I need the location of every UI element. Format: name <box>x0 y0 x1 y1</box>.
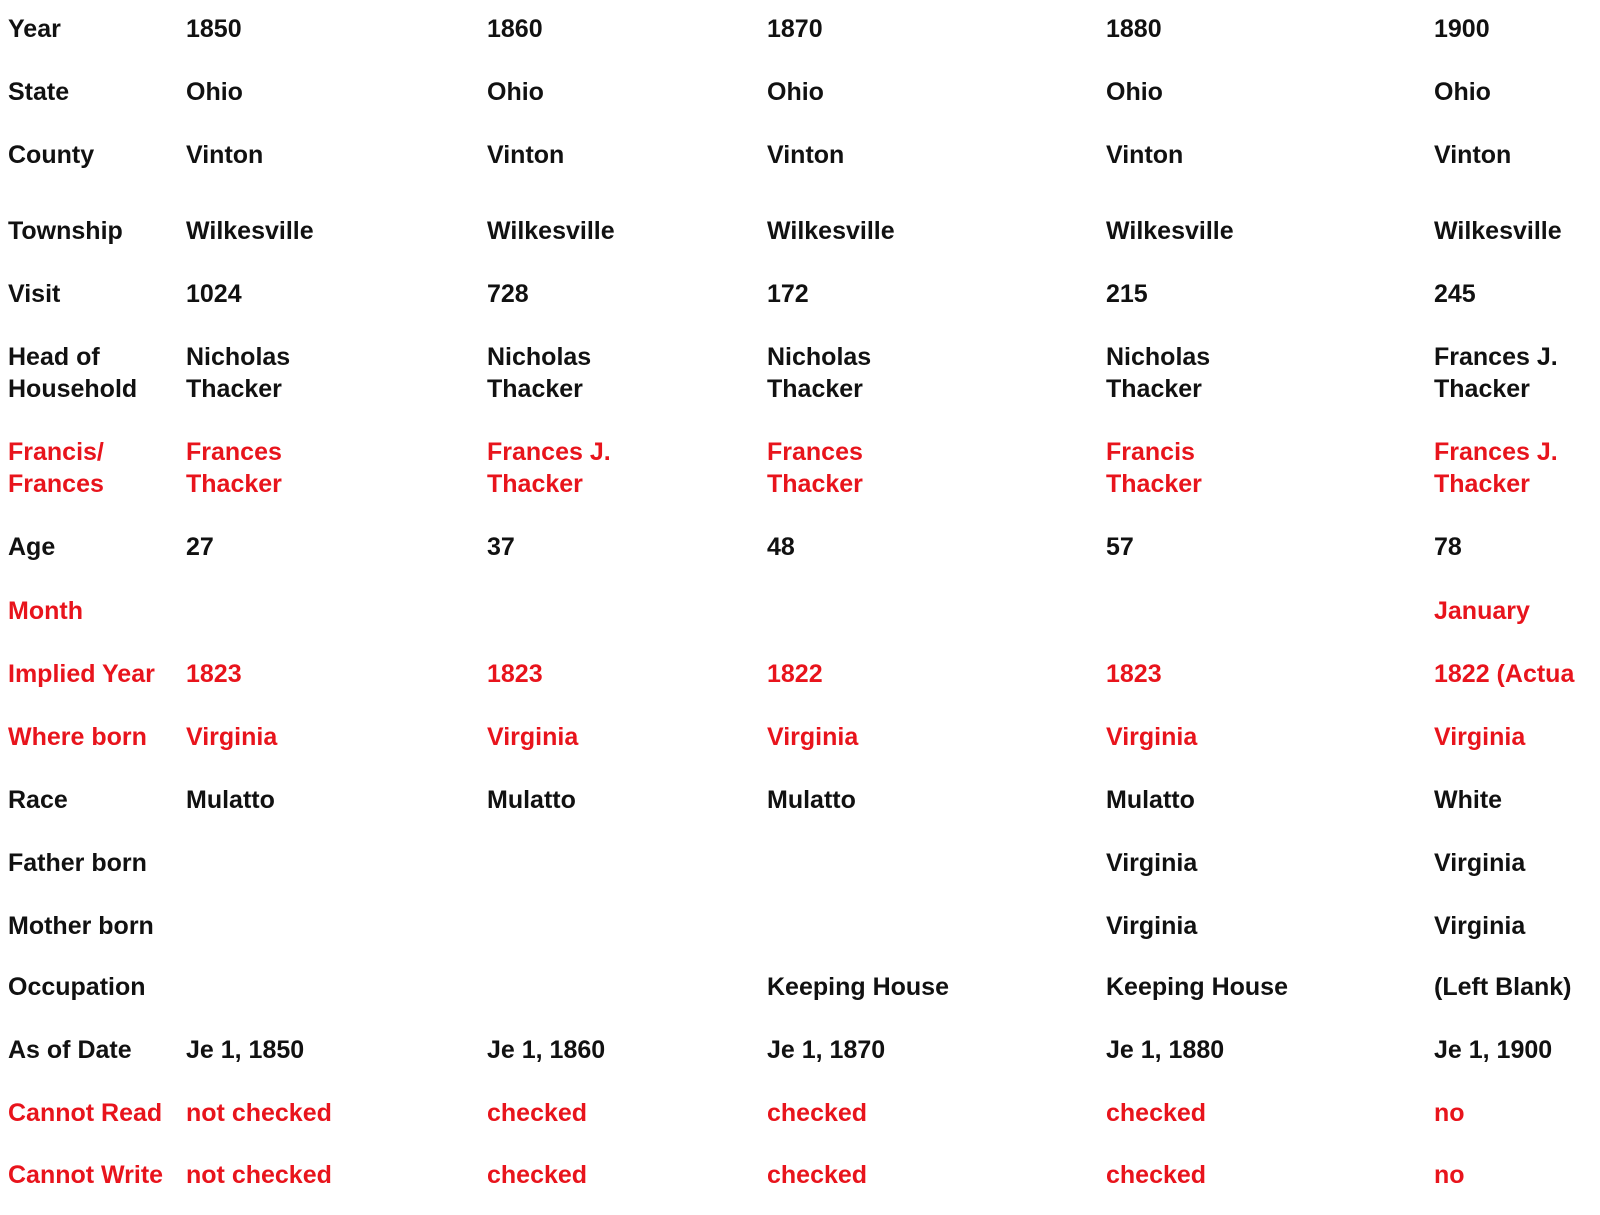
table-cell: Je 1, 1880 <box>1106 1036 1225 1064</box>
table-cell: Frances J. Thacker <box>487 438 611 498</box>
table-cell: Nicholas Thacker <box>186 343 291 403</box>
table-cell: 37 <box>487 533 515 561</box>
table-cell: not checked <box>186 1099 332 1127</box>
table-cell: Keeping House <box>767 973 949 1001</box>
table-cell: Wilkesville <box>487 217 615 245</box>
table-cell: Wilkesville <box>1434 217 1562 245</box>
table-cell: checked <box>767 1099 868 1127</box>
table-cell: (Left Blank) <box>1434 973 1572 1001</box>
table-cell: no <box>1434 1099 1465 1127</box>
table-cell: Nicholas Thacker <box>1106 343 1211 403</box>
table-cell: January <box>1434 597 1530 625</box>
table-cell: Mulatto <box>186 786 275 814</box>
table-cell: Nicholas Thacker <box>487 343 592 403</box>
table-cell: Keeping House <box>1106 973 1288 1001</box>
row-label: Visit <box>8 280 61 308</box>
table-cell: 1024 <box>186 280 242 308</box>
table-cell: Francis Thacker <box>1106 438 1202 498</box>
table-cell: Ohio <box>1106 78 1163 106</box>
table-cell: checked <box>767 1161 868 1189</box>
table-cell: Frances Thacker <box>767 438 863 498</box>
table-cell: Virginia <box>1106 849 1198 877</box>
table-cell: 1823 <box>186 660 242 688</box>
table-cell: checked <box>1106 1161 1207 1189</box>
table-cell: Ohio <box>767 78 824 106</box>
row-label: Occupation <box>8 973 146 1001</box>
table-cell: 215 <box>1106 280 1148 308</box>
table-cell: Virginia <box>1106 723 1198 751</box>
table-cell: Wilkesville <box>1106 217 1234 245</box>
table-cell: 172 <box>767 280 809 308</box>
table-cell: 57 <box>1106 533 1134 561</box>
row-label: Year <box>8 15 61 43</box>
table-cell: Vinton <box>1434 141 1512 169</box>
table-cell: checked <box>487 1099 588 1127</box>
row-label: Cannot Read <box>8 1099 163 1127</box>
row-label: Month <box>8 597 83 625</box>
row-label: Mother born <box>8 912 154 940</box>
table-cell: Virginia <box>1434 912 1526 940</box>
table-cell: Vinton <box>487 141 565 169</box>
table-cell: 1870 <box>767 15 823 43</box>
table-cell: 1880 <box>1106 15 1162 43</box>
table-cell: Ohio <box>1434 78 1491 106</box>
table-cell: Mulatto <box>767 786 856 814</box>
table-cell: 1823 <box>487 660 543 688</box>
row-label: Implied Year <box>8 660 155 688</box>
table-cell: Virginia <box>1434 849 1526 877</box>
row-label: Race <box>8 786 68 814</box>
table-cell: Vinton <box>186 141 264 169</box>
table-cell: Frances Thacker <box>186 438 282 498</box>
table-cell: 48 <box>767 533 795 561</box>
table-cell: Je 1, 1870 <box>767 1036 886 1064</box>
row-label: Father born <box>8 849 147 877</box>
table-cell: White <box>1434 786 1503 814</box>
table-cell: Je 1, 1900 <box>1434 1036 1553 1064</box>
table-cell: Je 1, 1860 <box>487 1036 606 1064</box>
table-cell: 245 <box>1434 280 1476 308</box>
table-cell: Virginia <box>1106 912 1198 940</box>
table-cell: checked <box>487 1161 588 1189</box>
row-label: State <box>8 78 70 106</box>
table-cell: 1822 <box>767 660 823 688</box>
table-cell: 1850 <box>186 15 242 43</box>
table-cell: Wilkesville <box>767 217 895 245</box>
row-label: Francis/ Frances <box>8 438 104 498</box>
table-cell: not checked <box>186 1161 332 1189</box>
table-cell: 1900 <box>1434 15 1490 43</box>
table-cell: 1823 <box>1106 660 1162 688</box>
table-cell: 27 <box>186 533 214 561</box>
table-cell: Vinton <box>1106 141 1184 169</box>
row-label: County <box>8 141 95 169</box>
table-cell: Ohio <box>186 78 243 106</box>
table-cell: 728 <box>487 280 529 308</box>
table-cell: Wilkesville <box>186 217 314 245</box>
table-cell: Frances J. Thacker <box>1434 438 1558 498</box>
table-cell: Virginia <box>487 723 579 751</box>
table-cell: Mulatto <box>487 786 576 814</box>
row-label: Cannot Write <box>8 1161 164 1189</box>
table-cell: 1822 (Actua <box>1434 660 1575 688</box>
table-cell: 78 <box>1434 533 1462 561</box>
row-label: As of Date <box>8 1036 132 1064</box>
table-cell: Virginia <box>1434 723 1526 751</box>
row-label: Head of Household <box>8 343 138 403</box>
row-label: Where born <box>8 723 147 751</box>
table-cell: checked <box>1106 1099 1207 1127</box>
table-cell: no <box>1434 1161 1465 1189</box>
table-cell: Ohio <box>487 78 544 106</box>
table-cell: Mulatto <box>1106 786 1195 814</box>
table-cell: Je 1, 1850 <box>186 1036 305 1064</box>
table-cell: 1860 <box>487 15 543 43</box>
table-cell: Virginia <box>767 723 859 751</box>
row-label: Age <box>8 533 56 561</box>
table-cell: Vinton <box>767 141 845 169</box>
table-cell: Virginia <box>186 723 278 751</box>
table-cell: Nicholas Thacker <box>767 343 872 403</box>
row-label: Township <box>8 217 123 245</box>
table-cell: Frances J. Thacker <box>1434 343 1558 403</box>
